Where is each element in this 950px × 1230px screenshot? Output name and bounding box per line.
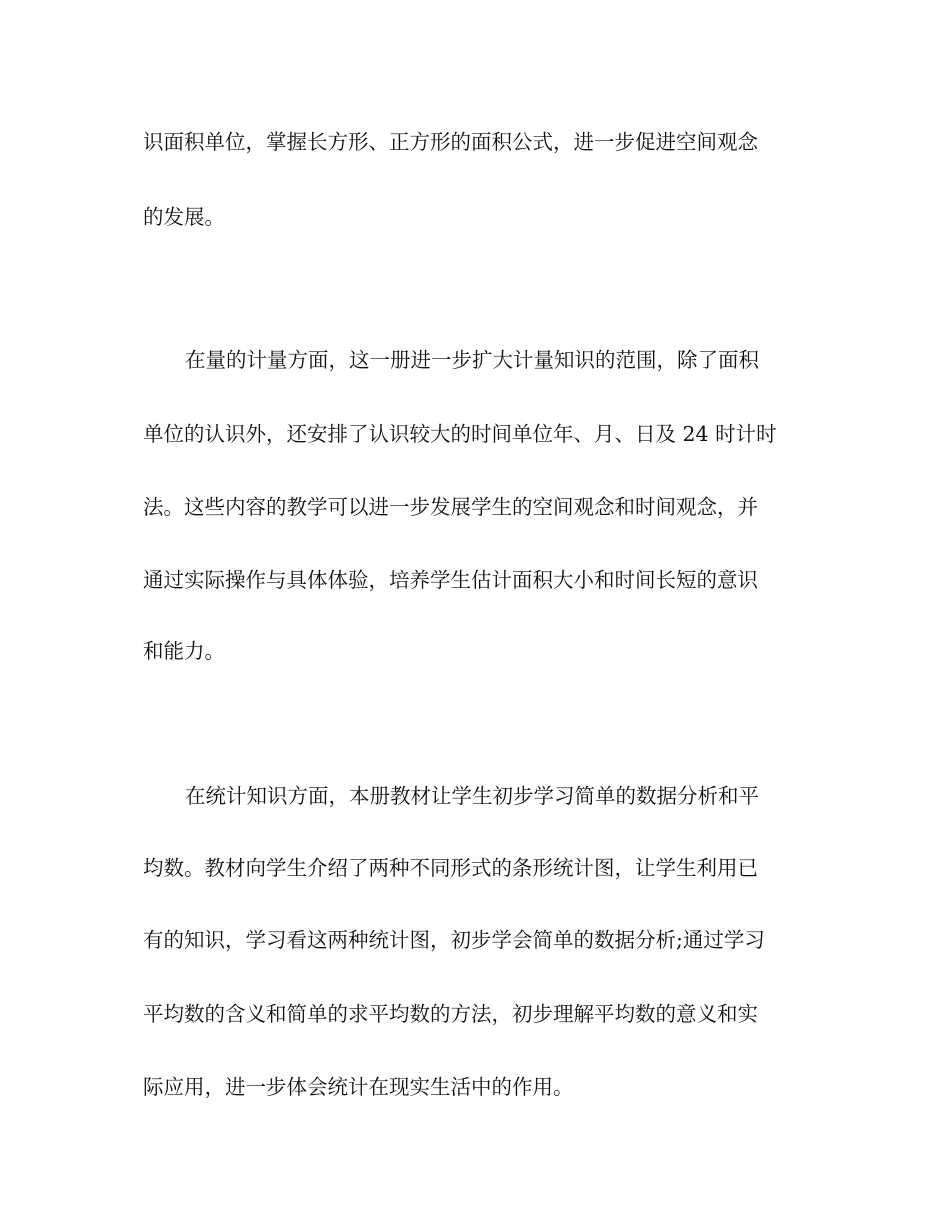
text-line: 通过实际操作与具体体验，培养学生估计面积大小和时间长短的意识 [143, 568, 758, 592]
text-line: 识面积单位，掌握长方形、正方形的面积公式，进一步促进空间观念 [143, 130, 758, 154]
text-line: 在统计知识方面，本册教材让学生初步学习简单的数据分析和平 [185, 784, 759, 808]
text-line: 际应用，进一步体会统计在现实生活中的作用。 [143, 1075, 574, 1099]
text-line: 的发展。 [143, 205, 225, 229]
text-line: 法。这些内容的教学可以进一步发展学生的空间观念和时间观念，并 [143, 495, 758, 519]
text-line: 有的知识，学习看这两种统计图，初步学会简单的数据分析;通过学习 [143, 928, 765, 952]
text-line: 均数。教材向学生介绍了两种不同形式的条形统计图，让学生利用已 [143, 856, 758, 880]
text-line: 和能力。 [143, 639, 225, 663]
text-line: 平均数的含义和简单的求平均数的方法，初步理解平均数的意义和实 [143, 1002, 758, 1026]
text-line: 单位的认识外，还安排了认识较大的时间单位年、月、日及 24 时计时 [143, 422, 777, 446]
text-line: 在量的计量方面，这一册进一步扩大计量知识的范围，除了面积 [185, 348, 759, 372]
